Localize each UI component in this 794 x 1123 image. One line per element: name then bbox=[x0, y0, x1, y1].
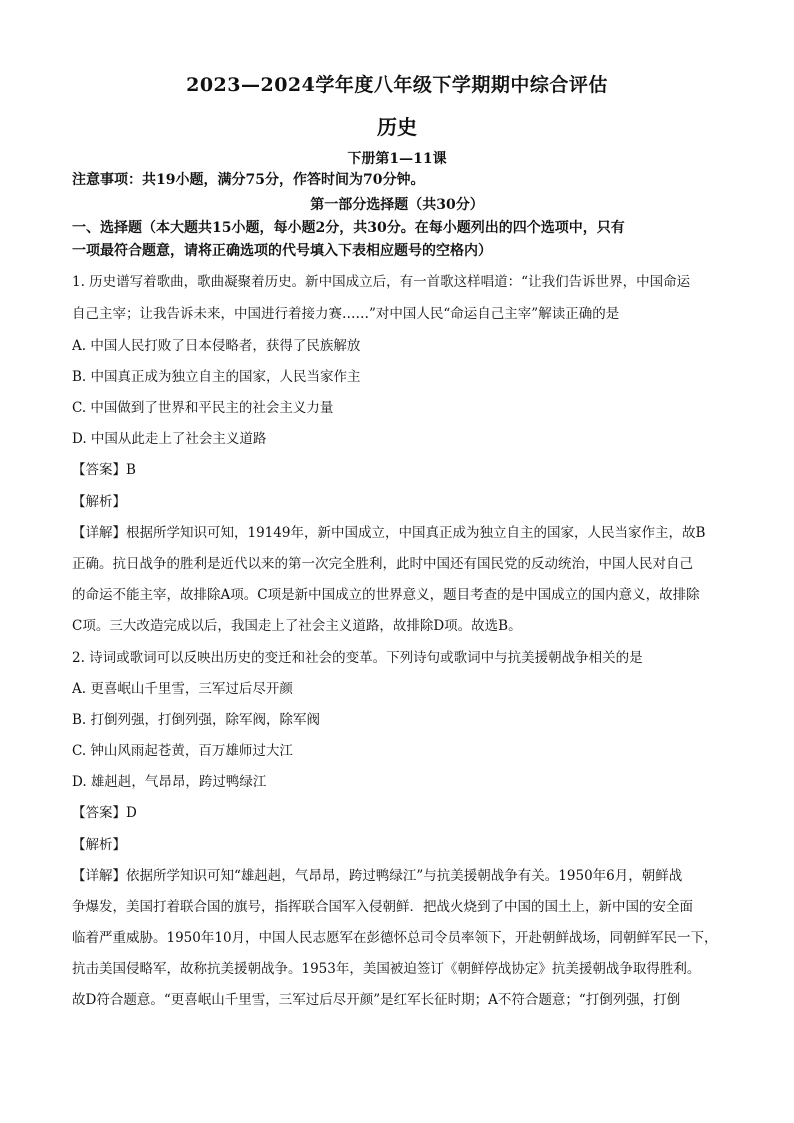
q2-answer: 【答案】D bbox=[72, 805, 137, 821]
q2-detail-line5: 故D符合题意。“更喜岷山千里雪，三军过后尽开颜”是红军长征时期；A不符合题意；“打倒列强，打倒 bbox=[72, 992, 681, 1008]
exam-subject: 历史 bbox=[377, 115, 417, 139]
q1-detail-line4: C项。三大改造完成以后，我国走上了社会主义道路，故排除D项。故选B。 bbox=[72, 618, 522, 634]
q2-detail-line2: 争爆发，美国打着联合国的旗号，指挥联合国军入侵朝鲜．把战火烧到了中国的国土上，新中国的安全面 bbox=[72, 899, 693, 915]
q2-option-b: B. 打倒列强，打倒列强，除军阀，除军阀 bbox=[72, 712, 321, 728]
q1-analysis-label: 【解析】 bbox=[72, 494, 126, 510]
exam-scope: 下册第1—11课 bbox=[347, 151, 447, 167]
q1-stem-line2: 自己主宰；让我告诉未来，中国进行着接力赛……”对中国人民“命运自己主宰”解读正确的是 bbox=[72, 306, 620, 322]
q2-option-a: A. 更喜岷山千里雪，三军过后尽开颜 bbox=[72, 681, 293, 697]
q1-option-a: A. 中国人民打败了日本侵略者，获得了民族解放 bbox=[72, 338, 361, 354]
q1-option-c: C. 中国做到了世界和平民主的社会主义力量 bbox=[72, 400, 334, 416]
section-one-heading-line2: 一项最符合题意，请将正确选项的代号填入下表相应题号的空格内） bbox=[72, 243, 492, 259]
exam-notice: 注意事项：共19小题，满分75分，作答时间为70分钟。 bbox=[72, 172, 425, 188]
q2-option-d: D. 雄赳赳，气昂昂，跨过鸭绿江 bbox=[72, 774, 267, 790]
section-one-heading-line1: 一、选择题（本大题共15小题，每小题2分，共30分。在每小题列出的四个选项中，只有 bbox=[72, 220, 625, 236]
q1-stem-line1: 1. 历史谱写着歌曲，歌曲凝聚着历史。新中国成立后，有一首歌这样唱道：“让我们告诉世界，中国命运 bbox=[72, 274, 691, 290]
q1-answer: 【答案】B bbox=[72, 462, 136, 478]
q2-stem-line1: 2. 诗词或歌词可以反映出历史的变迁和社会的变革。下列诗句或歌词中与抗美援朝战争相关的是 bbox=[72, 650, 643, 666]
q2-analysis-label: 【解析】 bbox=[72, 837, 126, 853]
exam-title: 2023—2024学年度八年级下学期期中综合评估 bbox=[186, 74, 608, 96]
q1-detail-line3: 的命运不能主宰，故排除A项。C项是新中国成立的世界意义，题目考查的是中国成立的国内意义，故排除 bbox=[72, 587, 700, 603]
q1-option-b: B. 中国真正成为独立自主的国家，人民当家作主 bbox=[72, 369, 361, 385]
part-one-title: 第一部分选择题（共30分） bbox=[310, 197, 484, 213]
q1-detail-line1: 【详解】根据所学知识可知，19149年，新中国成立，中国真正成为独立自主的国家，人民当家作主，故B bbox=[72, 525, 706, 541]
q2-detail-line4: 抗击美国侵略军，故称抗美援朝战争。1953年，美国被迫签订《朝鲜停战协定》抗美援朝战争取得胜利。 bbox=[72, 961, 701, 977]
q2-detail-line1: 【详解】依据所学知识可知“雄赳赳，气昂昂，跨过鸭绿江”与抗美援朝战争有关。1950年6月，朝鲜战 bbox=[72, 868, 683, 884]
q1-detail-line2: 正确。抗日战争的胜利是近代以来的第一次完全胜利，此时中国还有国民党的反动统治，中国人民对自己 bbox=[72, 556, 693, 572]
q2-detail-line3: 临着严重威胁。1950年10月，中国人民志愿军在彭德怀总司令员率领下，开赴朝鲜战场，同朝鲜军民一下， bbox=[72, 930, 718, 946]
q1-option-d: D. 中国从此走上了社会主义道路 bbox=[72, 431, 267, 447]
q2-option-c: C. 钟山风雨起苍黄，百万雄师过大江 bbox=[72, 743, 293, 759]
